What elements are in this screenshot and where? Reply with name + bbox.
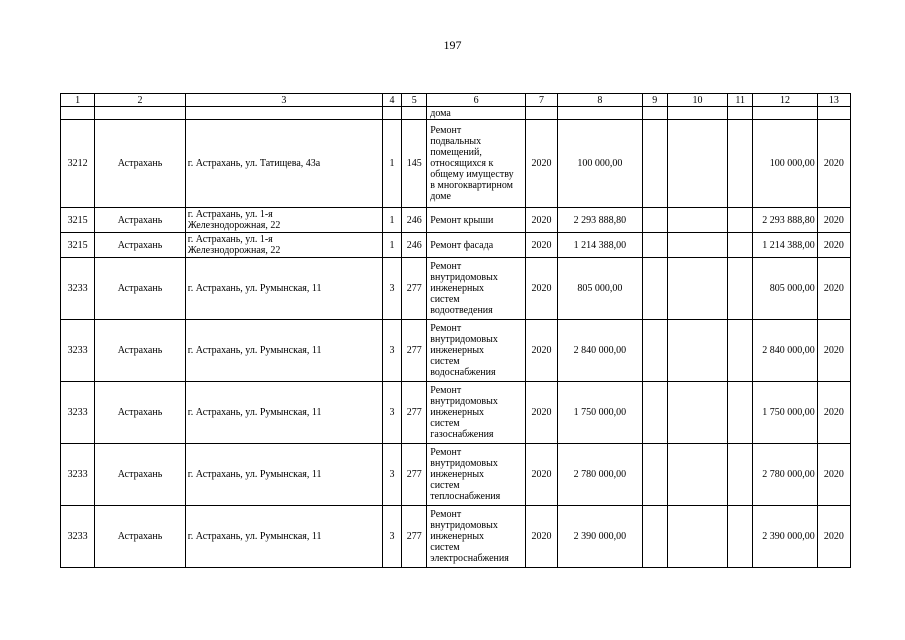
- cell-line: теплоснабжения: [430, 491, 501, 502]
- cell-line: инженерных: [430, 283, 485, 294]
- cell-col5: 277: [402, 506, 427, 568]
- cell-year-end: 2020: [817, 444, 850, 506]
- cell-col11: [728, 120, 753, 208]
- cell-address: [185, 233, 382, 258]
- header-cell: 7: [525, 94, 557, 107]
- cell-year: 2020: [525, 120, 557, 208]
- cell-line: газоснабжения: [430, 429, 494, 440]
- cell-total: 2 293 888,80: [753, 208, 817, 233]
- cell-line: Ремонт: [430, 261, 462, 272]
- cell-line: электроснабжения: [430, 553, 509, 564]
- header-cell: 8: [558, 94, 643, 107]
- cell-address: [185, 506, 382, 568]
- cell-cost: 2 840 000,00: [558, 320, 643, 382]
- cell-address: [185, 258, 382, 320]
- cell-cost: 1 214 388,00: [558, 233, 643, 258]
- cell-col4: 1: [383, 208, 402, 233]
- cell-total: 2 780 000,00: [753, 444, 817, 506]
- cell-cost: 805 000,00: [558, 258, 643, 320]
- cell-year: 2020: [525, 506, 557, 568]
- cell-col10: [667, 208, 727, 233]
- cell-line: Ремонт: [430, 447, 462, 458]
- cell-line: г. Астрахань, ул. Румынская, 11: [187, 407, 322, 418]
- cell-line: Ремонт фасада: [430, 239, 494, 251]
- cell-year: 2020: [525, 233, 557, 258]
- cell-id: 3212: [61, 120, 95, 208]
- table-row: [61, 120, 851, 208]
- cell-col11: [728, 444, 753, 506]
- cell-id: 3233: [61, 444, 95, 506]
- header-cell: 4: [383, 94, 402, 107]
- cell-col5: 246: [402, 208, 427, 233]
- cell-col10: [667, 320, 727, 382]
- cell-col11: [728, 320, 753, 382]
- cell-city: Астрахань: [95, 320, 186, 382]
- cell-col11: [728, 506, 753, 568]
- cell-col4: 3: [383, 320, 402, 382]
- cell-total: 2 390 000,00: [753, 506, 817, 568]
- cell-line: систем: [430, 356, 460, 367]
- cell-line: систем: [430, 542, 460, 553]
- header-cell: 13: [817, 94, 850, 107]
- cell-line: в многоквартирном: [430, 180, 513, 191]
- cell-year: 2020: [525, 208, 557, 233]
- cell-line: Ремонт: [430, 323, 462, 334]
- cell-col10: [667, 258, 727, 320]
- cell-address: [185, 382, 382, 444]
- cell-col11: [728, 233, 753, 258]
- cell-line: г. Астрахань, ул. Румынская, 11: [187, 345, 322, 356]
- cell-col10: [667, 506, 727, 568]
- cell-total: 1 214 388,00: [753, 233, 817, 258]
- cell-col4: 1: [383, 120, 402, 208]
- table-row: [61, 320, 851, 382]
- cell-year-end: 2020: [817, 506, 850, 568]
- cell-col5: 145: [402, 120, 427, 208]
- cell-year: 2020: [525, 382, 557, 444]
- cell-work-type: [427, 320, 526, 382]
- cell-cost: 2 780 000,00: [558, 444, 643, 506]
- cell-col10: [667, 444, 727, 506]
- header-cell: 10: [667, 94, 727, 107]
- header-cell: 5: [402, 94, 427, 107]
- cell-year-end: 2020: [817, 208, 850, 233]
- cell-col11: [728, 258, 753, 320]
- cell-col11: [728, 382, 753, 444]
- table-row: [61, 208, 851, 233]
- cell-col10: [667, 233, 727, 258]
- cell-cost: 2 390 000,00: [558, 506, 643, 568]
- cell-year: 2020: [525, 444, 557, 506]
- cell-col9: [642, 444, 667, 506]
- cell-id: 3233: [61, 320, 95, 382]
- header-cell: 1: [61, 94, 95, 107]
- cell-line: относящихся к: [430, 158, 494, 169]
- cell-col5: 277: [402, 258, 427, 320]
- table-row: [61, 233, 851, 258]
- cell-col9: [642, 233, 667, 258]
- cell-line: внутридомовых: [430, 272, 498, 283]
- cell-line: г. Астрахань, ул. Румынская, 11: [187, 283, 322, 294]
- cell-id: 3215: [61, 233, 95, 258]
- cell-line: инженерных: [430, 345, 485, 356]
- cell-city: Астрахань: [95, 233, 186, 258]
- cell-line: внутридомовых: [430, 396, 498, 407]
- capital-repair-table: [60, 93, 851, 568]
- cell-col9: [642, 208, 667, 233]
- cell-id: 3233: [61, 382, 95, 444]
- header-cell: 3: [185, 94, 382, 107]
- header-cell: 12: [753, 94, 817, 107]
- cell-col4: 3: [383, 444, 402, 506]
- cell-line: г. Астрахань, ул. Румынская, 11: [187, 531, 322, 542]
- cell-total: 100 000,00: [753, 120, 817, 208]
- cell-col5: 277: [402, 382, 427, 444]
- cell-city: Астрахань: [95, 208, 186, 233]
- cell-col4: 3: [383, 506, 402, 568]
- cell-line: Железнодорожная, 22: [187, 220, 281, 231]
- cell-year: 2020: [525, 258, 557, 320]
- cell-city: Астрахань: [95, 258, 186, 320]
- cell-col5: 277: [402, 444, 427, 506]
- header-cell: 9: [642, 94, 667, 107]
- cell-col4: 1: [383, 233, 402, 258]
- table-row: [61, 506, 851, 568]
- cell-line: Ремонт: [430, 385, 462, 396]
- cell-line: подвальных: [430, 136, 482, 147]
- cell-line: инженерных: [430, 531, 485, 542]
- cell-cost: 100 000,00: [558, 120, 643, 208]
- cell-cost: 2 293 888,80: [558, 208, 643, 233]
- header-cell: 11: [728, 94, 753, 107]
- cell-year-end: 2020: [817, 120, 850, 208]
- cell-col9: [642, 120, 667, 208]
- cell-line: Ремонт: [430, 509, 462, 520]
- cell-total: 805 000,00: [753, 258, 817, 320]
- cell-work-type: [427, 382, 526, 444]
- cell-line: Ремонт крыши: [430, 214, 494, 226]
- cell-line: г. Астрахань, ул. 1-я: [187, 209, 273, 220]
- cell-year: 2020: [525, 320, 557, 382]
- cell-address: [185, 208, 382, 233]
- cell-work-type: [427, 233, 526, 258]
- cell-id: 3233: [61, 258, 95, 320]
- cell-col4: 3: [383, 258, 402, 320]
- cell-work-type: [427, 506, 526, 568]
- cell-line: Железнодорожная, 22: [187, 245, 281, 256]
- cell-col4: 3: [383, 382, 402, 444]
- cell-address: [185, 120, 382, 208]
- continued-text: дома: [427, 107, 526, 120]
- cell-year-end: 2020: [817, 258, 850, 320]
- cell-year-end: 2020: [817, 233, 850, 258]
- cell-work-type: [427, 258, 526, 320]
- table-row: [61, 258, 851, 320]
- cell-col5: 277: [402, 320, 427, 382]
- cell-address: [185, 444, 382, 506]
- cell-city: Астрахань: [95, 444, 186, 506]
- cell-col10: [667, 382, 727, 444]
- cell-col9: [642, 258, 667, 320]
- cell-work-type: [427, 444, 526, 506]
- cell-line: г. Астрахань, ул. 1-я: [187, 234, 273, 245]
- cell-work-type: [427, 120, 526, 208]
- cell-col11: [728, 208, 753, 233]
- cell-work-type: [427, 208, 526, 233]
- cell-line: внутридомовых: [430, 520, 498, 531]
- cell-id: 3215: [61, 208, 95, 233]
- cell-line: водоснабжения: [430, 367, 496, 378]
- cell-id: 3233: [61, 506, 95, 568]
- header-cell: 2: [95, 94, 186, 107]
- cell-col9: [642, 506, 667, 568]
- cell-line: помещений,: [430, 147, 482, 158]
- cell-city: Астрахань: [95, 506, 186, 568]
- cell-col5: 246: [402, 233, 427, 258]
- cell-line: водоотведения: [430, 305, 493, 316]
- cell-address: [185, 320, 382, 382]
- cell-line: г. Астрахань, ул. Татищева, 43а: [187, 158, 321, 169]
- cell-line: внутридомовых: [430, 458, 498, 469]
- cell-total: 1 750 000,00: [753, 382, 817, 444]
- cell-line: инженерных: [430, 407, 485, 418]
- cell-line: систем: [430, 480, 460, 491]
- continued-row: [61, 107, 851, 120]
- cell-city: Астрахань: [95, 382, 186, 444]
- cell-col9: [642, 320, 667, 382]
- cell-col10: [667, 120, 727, 208]
- cell-line: внутридомовых: [430, 334, 498, 345]
- cell-line: г. Астрахань, ул. Румынская, 11: [187, 469, 322, 480]
- cell-line: систем: [430, 294, 460, 305]
- cell-col9: [642, 382, 667, 444]
- cell-city: Астрахань: [95, 120, 186, 208]
- cell-total: 2 840 000,00: [753, 320, 817, 382]
- cell-line: инженерных: [430, 469, 485, 480]
- table-row: [61, 444, 851, 506]
- cell-line: Ремонт: [430, 125, 462, 136]
- cell-cost: 1 750 000,00: [558, 382, 643, 444]
- cell-line: общему имуществу: [430, 169, 514, 180]
- cell-line: систем: [430, 418, 460, 429]
- column-numbers-row: [61, 94, 851, 107]
- cell-line: доме: [430, 191, 451, 202]
- page-number: 197: [443, 38, 462, 52]
- table-row: [61, 382, 851, 444]
- header-cell: 6: [427, 94, 526, 107]
- cell-year-end: 2020: [817, 382, 850, 444]
- cell-year-end: 2020: [817, 320, 850, 382]
